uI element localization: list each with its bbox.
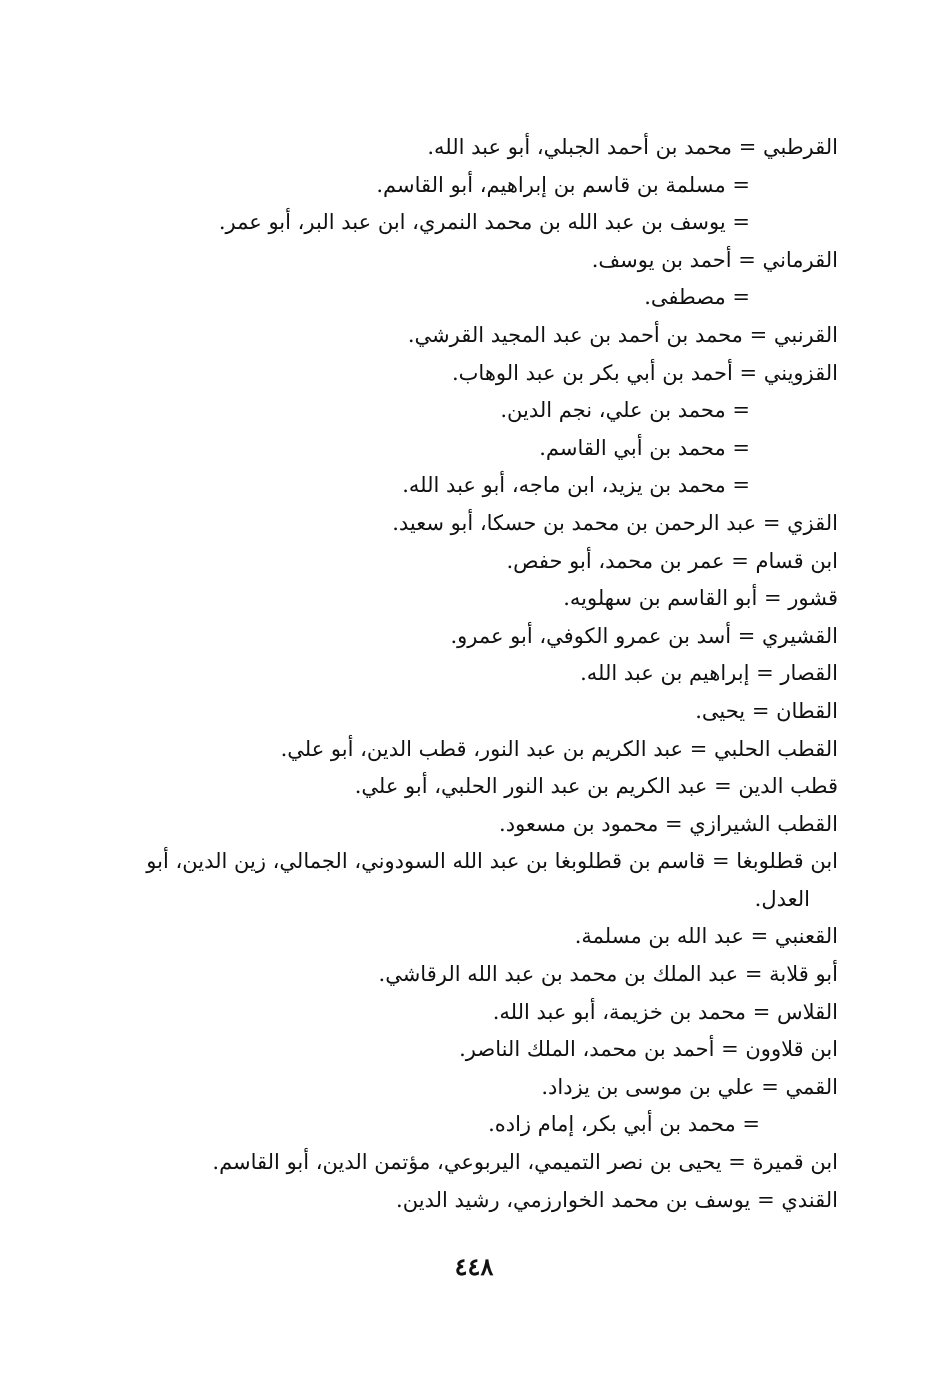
index-entry: = محمد بن أبي بكر، إمام زاده. [488,1112,760,1137]
index-entry: القلاس = محمد بن خزيمة، أبو عبد الله. [492,999,838,1024]
index-entry: ابن قلاوون = أحمد بن محمد، الملك الناصر. [459,1037,838,1062]
index-entry: القصار = إبراهيم بن عبد الله. [580,661,838,686]
index-entry: القندي = يوسف بن محمد الخوارزمي، رشيد الدين. [396,1187,838,1212]
index-entry: القرماني = أحمد بن يوسف. [591,247,838,272]
index-entry: = مصطفى. [644,285,750,310]
index-entry: أبو قلابة = عبد الملك بن محمد بن عبد الله الرقاشي. [378,962,838,987]
index-entry: ابن قميرة = يحيى بن نصر التميمي، اليربوعي، مؤتمن الدين، أبو القاسم. [212,1150,838,1175]
index-entry: ابن قسام = عمر بن محمد، أبو حفص. [506,548,838,573]
index-entry: قطب الدين = عبد الكريم بن عبد النور الحلبي، أبو علي. [354,774,838,799]
index-entry: القزي = عبد الرحمن بن محمد بن حسكا، أبو سعيد. [392,510,838,535]
index-entry: قشور = أبو القاسم بن سهلويه. [563,586,838,611]
index-entry: القرطبي = محمد بن أحمد الجبلي، أبو عبد الله. [427,135,838,159]
index-entry: ابن قطلوبغا = قاسم بن قطلوبغا بن عبد الله السودوني، الجمالي، زين الدين، أبو [146,849,838,874]
index-entry: القزويني = أحمد بن أبي بكر بن عبد الوهاب. [451,360,838,385]
index-entries [110,129,838,1219]
index-entry: القعنبي = عبد الله بن مسلمة. [574,924,838,949]
index-entry: القرنبي = محمد بن أحمد بن عبد المجيد القرشي. [407,322,838,347]
index-entry: القطان = يحيى. [695,698,838,723]
page-number: ٤٤٨ [454,1252,494,1281]
index-entry: = محمد بن علي، نجم الدين. [500,398,750,423]
index-entry: = محمد بن يزيد، ابن ماجه، أبو عبد الله. [402,473,750,498]
index-entry-continuation: العدل. [754,886,810,911]
index-entry: القطب الشيرازي = محمود بن مسعود. [499,811,838,836]
index-entry: القمي = علي بن موسى بن يزداد. [541,1074,838,1099]
index-entry: القطب الحلبي = عبد الكريم بن عبد النور، قطب الدين، أبو علي. [280,736,838,761]
index-entry: = محمد بن أبي القاسم. [539,435,750,460]
index-entry: القشيري = أسد بن عمرو الكوفي، أبو عمرو. [450,623,838,648]
index-entry: = مسلمة بن قاسم بن إبراهيم، أبو القاسم. [376,172,750,197]
index-entry: = يوسف بن عبد الله بن محمد النمري، ابن عبد البر، أبو عمر. [218,210,750,235]
